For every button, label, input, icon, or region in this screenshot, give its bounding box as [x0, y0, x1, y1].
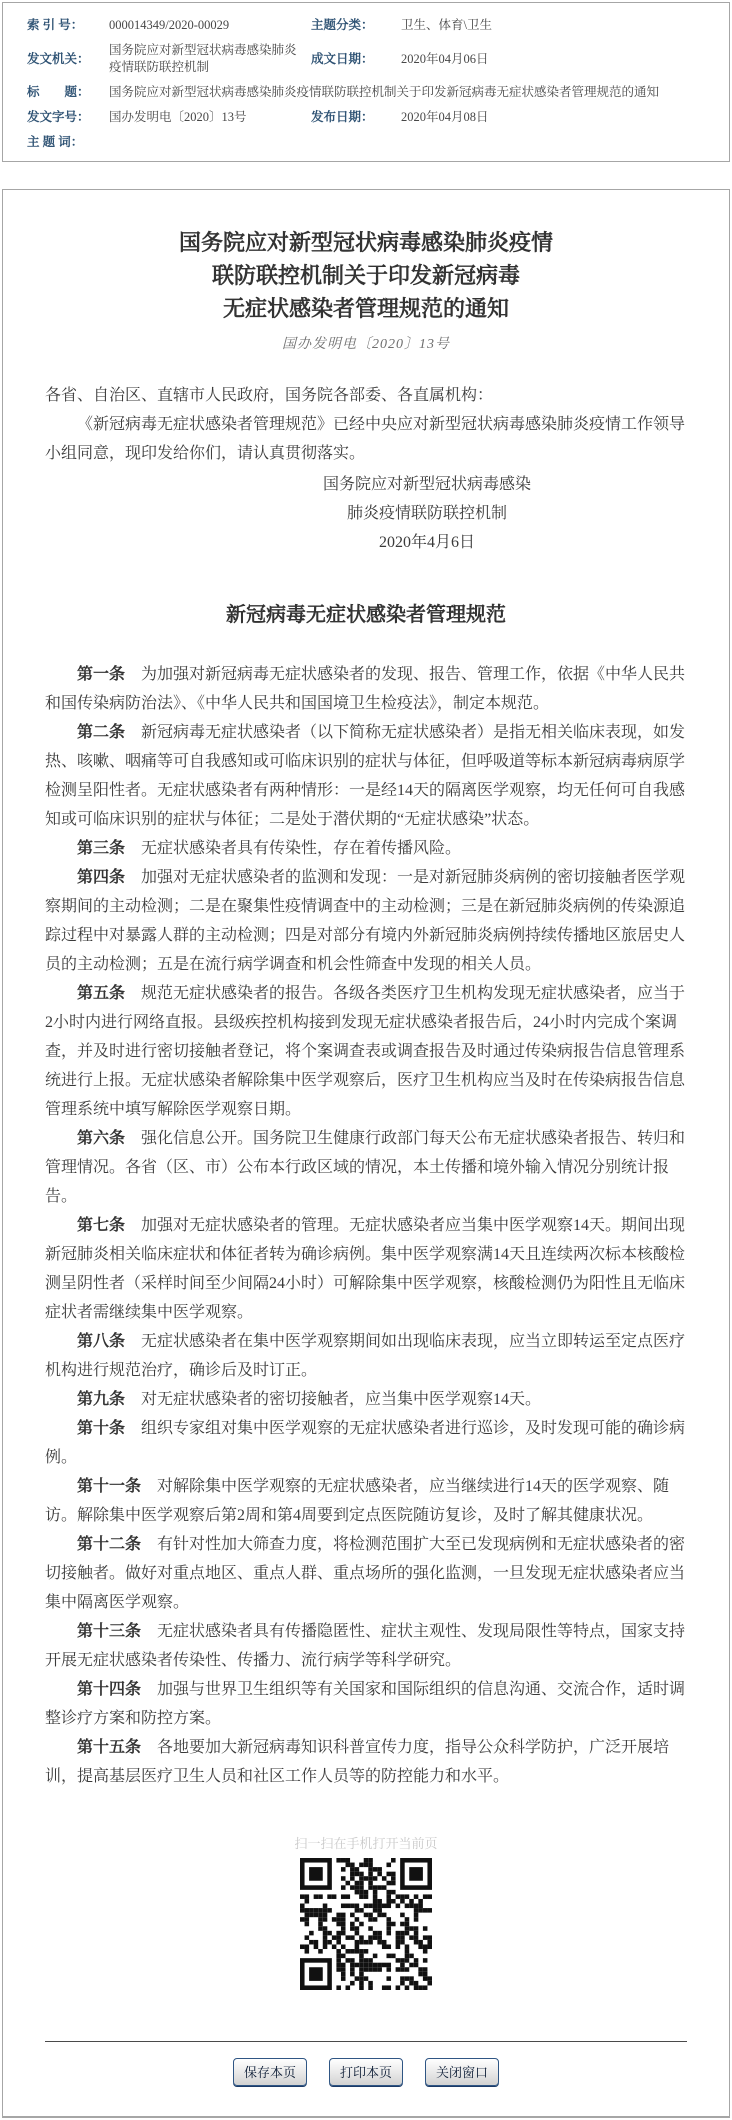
meta-label-keywords: 主 题 词：	[27, 135, 84, 149]
article-paragraph: 第十一条 对解除集中医学观察的无症状感染者，应当继续进行14天的医学观察、随访。解除集中医学观察后第2周和第4周要到定点医院随访复诊，及时了解其健康状况。	[45, 1478, 670, 1524]
qr-code-image	[300, 1858, 432, 1990]
article-paragraph: 第八条 无症状感染者在集中医学观察期间如出现临床表现，应当立即转运至定点医疗机构进行规范治疗，确诊后及时订正。	[45, 1333, 686, 1379]
article-paragraph: 第十五条 各地要加大新冠病毒知识科普宣传力度，指导公众科学防护，广泛开展培训，提高基层医疗卫生人员和社区工作人员等的防控能力和水平。	[45, 1739, 670, 1785]
article-number: 第四条	[77, 869, 126, 886]
document-number: 国办发明电〔2020〕13号	[282, 337, 450, 352]
document-title-line-1: 国务院应对新型冠状病毒感染肺炎疫情	[178, 230, 553, 255]
article-paragraph: 第十四条 加强与世界卫生组织等有关国家和国际组织的信息沟通、交流合作，适时调整诊疗方案和防控方案。	[45, 1681, 686, 1727]
article-paragraph: 第十二条 有针对性加大筛查力度，将检测范围扩大至已发现病例和无症状感染者的密切接触者。做好对重点地区、重点人群、重点场所的强化监测，一旦发现无症状感染者应当集中隔离医学观察。	[45, 1536, 686, 1611]
article-paragraph: 第十条 组织专家组对集中医学观察的无症状感染者进行巡诊，及时发现可能的确诊病例。	[45, 1420, 686, 1466]
article-number: 第五条	[77, 985, 126, 1002]
meta-label-title: 标 题：	[27, 85, 90, 99]
intro-paragraph: 《新冠病毒无症状感染者管理规范》已经中央应对新型冠状病毒感染肺炎疫情工作领导小组同意，现印发给你们，请认真贯彻落实。	[45, 416, 686, 462]
article-number: 第十三条	[77, 1623, 142, 1640]
article-number: 第二条	[77, 724, 126, 741]
article-number: 第十五条	[77, 1739, 142, 1756]
article-number: 第三条	[77, 840, 126, 857]
meta-value-title: 国务院应对新型冠状病毒感染肺炎疫情联防联控机制关于印发新冠病毒无症状感染者管理规范的通知	[109, 85, 660, 99]
meta-label-category: 主题分类：	[311, 18, 374, 32]
document-body	[45, 381, 687, 1791]
signature-line-2: 肺炎疫情联防联控机制	[346, 505, 507, 522]
signature-block	[277, 470, 577, 557]
signature-line-3: 2020年4月6日	[378, 534, 475, 551]
meta-label-agency: 发文机关：	[27, 51, 90, 66]
meta-label-written-date: 成文日期：	[311, 51, 374, 66]
save-page-button[interactable]: 保存本页	[233, 2058, 307, 2086]
article-number: 第十二条	[77, 1536, 142, 1553]
meta-label-doc-number: 发文字号：	[27, 110, 90, 124]
article-number: 第八条	[77, 1333, 126, 1350]
article-paragraph: 第十三条 无症状感染者具有传播隐匿性、症状主观性、发现局限性等特点，国家支持开展无症状感染者传染性、传播力、流行病学等科学研究。	[45, 1623, 686, 1669]
article-number: 第七条	[77, 1217, 126, 1234]
qr-caption: 扫一扫在手机打开当前页	[294, 1837, 438, 1852]
footer-divider	[45, 2041, 687, 2042]
qr-section	[45, 1833, 687, 1995]
meta-value-written-date: 2020年04月06日	[401, 51, 489, 66]
footer-actions	[45, 2058, 687, 2100]
article-number: 第六条	[77, 1130, 126, 1147]
article-paragraph: 第四条 加强对无症状感染者的监测和发现：一是对新冠肺炎病例的密切接触者医学观察期间的主动检测；二是在聚集性疫情调查中的主动检测；三是在新冠肺炎病例的传染源追踪过程中对暴露人群的主动检测；四是对部分有境内外新冠肺炎病例持续传播地区旅居史人员的主动检测；五是在流行病学调查和机会性筛查中发现的相关人员。	[45, 869, 686, 973]
salutation-line: 各省、自治区、直辖市人民政府，国务院各部委、各直属机构：	[45, 387, 494, 404]
meta-value-index: 000014349/2020-00029	[109, 18, 230, 32]
articles-list	[45, 660, 687, 1791]
meta-value-publish-date: 2020年04月08日	[401, 110, 489, 124]
article-paragraph: 第一条 为加强对新冠病毒无症状感染者的发现、报告、管理工作，依据《中华人民共和国传染病防治法》、《中华人民共和国国境卫生检疫法》，制定本规范。	[45, 666, 686, 712]
article-paragraph: 第三条 无症状感染者具有传染性，存在着传播风险。	[77, 840, 462, 857]
article-paragraph: 第二条 新冠病毒无症状感染者（以下简称无症状感染者）是指无相关临床表现，如发热、咳嗽、咽痛等可自我感知或可临床识别的症状与体征，但呼吸道等标本新冠病毒病原学检测呈阳性者。无症状感染者有两种情形：一是经14天的隔离医学观察，均无任何可自我感知或可临床识别的症状与体征；二是处于潜伏期的“无症状感染”状态。	[45, 724, 686, 828]
article-number: 第一条	[77, 666, 126, 683]
article-number: 第十四条	[77, 1681, 142, 1698]
article-number: 第十条	[77, 1420, 126, 1437]
meta-label-publish-date: 发布日期：	[311, 110, 374, 124]
print-page-button[interactable]: 打印本页	[329, 2058, 403, 2086]
article-paragraph: 第七条 加强对无症状感染者的管理。无症状感染者应当集中医学观察14天。期间出现新冠肺炎相关临床症状和体征者转为确诊病例。集中医学观察满14天且连续两次标本核酸检测呈阴性者（采样时间至少间隔24小时）可解除集中医学观察，核酸检测仍为阳性且无临床症状者需继续集中医学观察。	[45, 1217, 686, 1321]
meta-value-doc-number: 国办发明电〔2020〕13号	[109, 110, 247, 124]
article-paragraph: 第六条 强化信息公开。国务院卫生健康行政部门每天公布无症状感染者报告、转归和管理情况。各省（区、市）公布本行政区域的情况，本土传播和境外输入情况分别统计报告。	[45, 1130, 686, 1205]
document-title-line-3: 无症状感染者管理规范的通知	[222, 296, 509, 321]
document-title-line-2: 联防联控机制关于印发新冠病毒	[211, 263, 520, 288]
meta-label-index: 索 引 号：	[27, 18, 84, 32]
signature-line-1: 国务院应对新型冠状病毒感染	[322, 476, 531, 493]
article-paragraph: 第五条 规范无症状感染者的报告。各级各类医疗卫生机构发现无症状感染者，应当于2小时内进行网络直报。县级疾控机构接到发现无症状感染者报告后，24小时内完成个案调查，并及时进行密切接触者登记，将个案调查表或调查报告及时通过传染病报告信息管理系统进行上报。无症状感染者解除集中医学观察后，医疗卫生机构应当及时在传染病报告信息管理系统中填写解除医学观察日期。	[45, 985, 686, 1118]
article-number: 第十一条	[77, 1478, 142, 1495]
document-body-panel	[2, 189, 730, 2118]
metadata-grid	[27, 17, 705, 151]
meta-value-category: 卫生、体育\卫生	[401, 18, 492, 32]
article-number: 第九条	[77, 1391, 126, 1408]
document-title	[45, 226, 687, 325]
meta-value-agency: 国务院应对新型冠状病毒感染肺炎疫情联防联控机制	[109, 43, 297, 74]
regulation-section-title: 新冠病毒无症状感染者管理规范	[226, 604, 506, 626]
close-window-button[interactable]: 关闭窗口	[425, 2058, 499, 2086]
document-metadata-panel	[2, 2, 730, 162]
article-paragraph: 第九条 对无症状感染者的密切接触者，应当集中医学观察14天。	[77, 1391, 542, 1408]
